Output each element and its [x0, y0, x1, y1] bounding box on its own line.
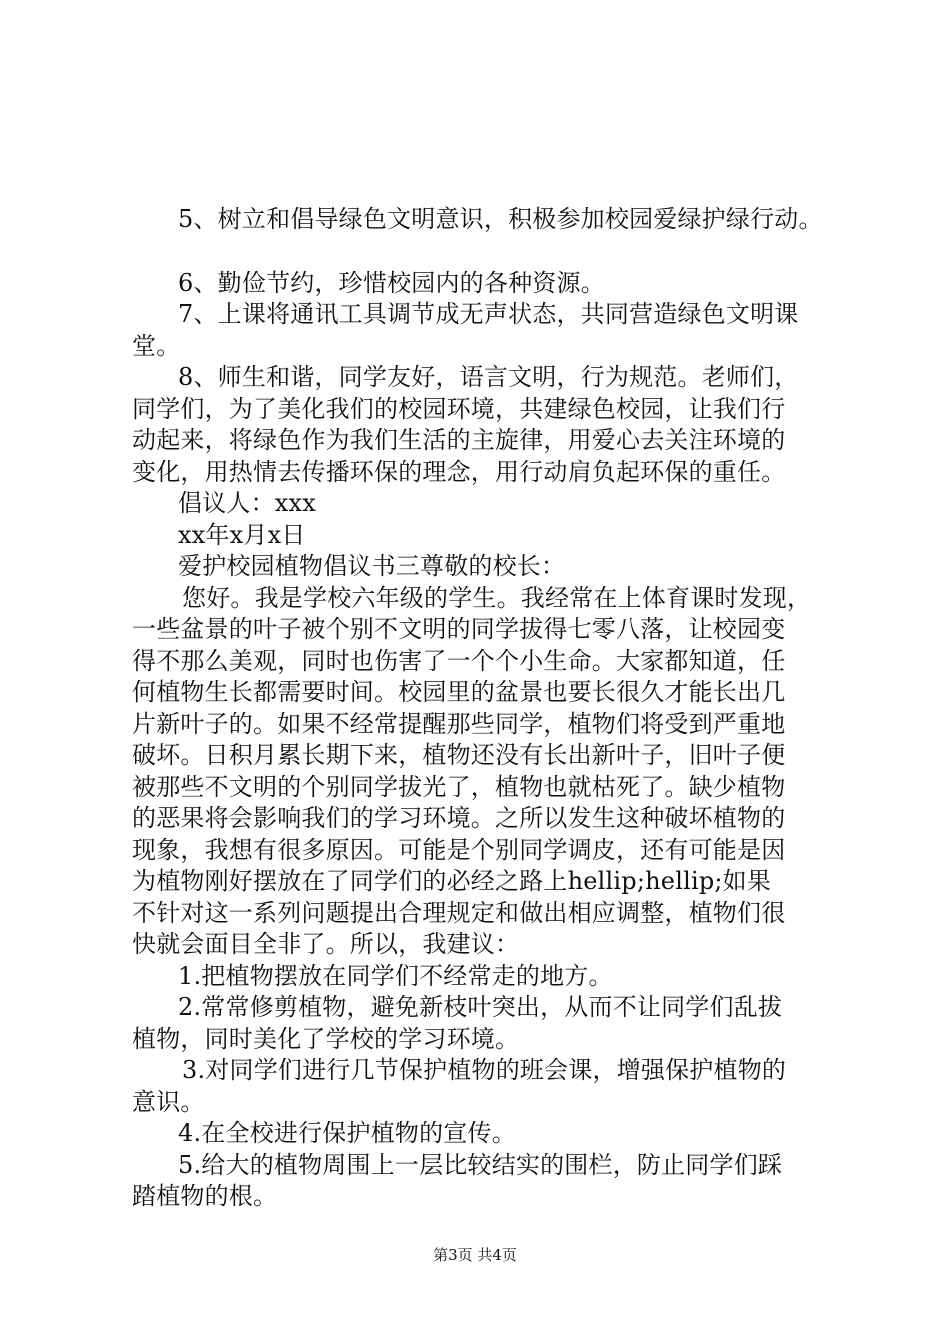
- list-item-continued: 意识。: [132, 1087, 205, 1116]
- paragraph-line: 7、上课将通讯工具调节成无声状态，共同营造绿色文明课: [178, 300, 799, 328]
- date-line: xx年x月x日: [178, 520, 306, 549]
- document-body: [132, 204, 832, 1213]
- list-item-continued: 踏植物的根。: [132, 1182, 278, 1210]
- paragraph-line: 同学们，为了美化我们的校园环境，共建绿色校园，让我们行: [132, 394, 786, 423]
- paragraph-line: 现象，我想有很多原因。可能是个别同学调皮，还有可能是因: [132, 835, 786, 864]
- paragraph-line: 6、勤俭节约，珍惜校园内的各种资源。: [178, 268, 605, 297]
- paragraph-line: 破坏。日积月累长期下来，植物还没有长出新叶子，旧叶子便: [132, 741, 786, 769]
- paragraph-line: 被那些不文明的个别同学拔光了，植物也就枯死了。缺少植物: [132, 772, 786, 801]
- list-item: 5.给大的植物周围上一层比较结实的围栏，防止同学们踩: [178, 1150, 783, 1179]
- paragraph-line: 您好。我是学校六年级的学生。我经常在上体育课时发现，: [182, 583, 812, 612]
- list-item: 3.对同学们进行几节保护植物的班会课，增强保护植物的: [182, 1056, 787, 1084]
- paragraph-line: 为植物刚好摆放在了同学们的必经之路上hellip;hellip;如果: [132, 867, 772, 895]
- list-item: 4.在全校进行保护植物的宣传。: [178, 1119, 516, 1147]
- list-item-continued: 植物，同时美化了学校的学习环境。: [132, 1024, 520, 1053]
- paragraph-line: 的恶果将会影响我们的学习环境。之所以发生这种破坏植物的: [132, 804, 786, 832]
- section-heading: 爱护校园植物倡议书三尊敬的校长：: [178, 552, 566, 580]
- paragraph-line: 8、师生和谐，同学友好，语言文明，行为规范。老师们，: [178, 363, 799, 391]
- paragraph-line: 堂。: [132, 331, 181, 360]
- paragraph-line: 一些盆景的叶子被个别不文明的同学拔得七零八落，让校园变: [132, 615, 786, 643]
- paragraph-line: 快就会面目全非了。所以，我建议：: [132, 930, 520, 958]
- page-footer: 第3页 共4页: [433, 1246, 517, 1264]
- signature-line: 倡议人：xxx: [178, 489, 317, 517]
- paragraph-line: 何植物生长都需要时间。校园里的盆景也要长很久才能长出几: [132, 678, 786, 706]
- paragraph-line: 得不那么美观，同时也伤害了一个个小生命。大家都知道，任: [132, 646, 786, 675]
- paragraph-line: 不针对这一系列问题提出合理规定和做出相应调整，植物们很: [132, 898, 786, 927]
- paragraph-line: 变化，用热情去传播环保的理念，用行动肩负起环保的重任。: [132, 457, 786, 486]
- paragraph-line: 5、树立和倡导绿色文明意识，积极参加校园爱绿护绿行动。: [178, 205, 823, 233]
- list-item: 2.常常修剪植物，避免新枝叶突出，从而不让同学们乱拔: [178, 993, 783, 1021]
- paragraph-line: 动起来，将绿色作为我们生活的主旋律，用爱心去关注环境的: [132, 426, 786, 454]
- paragraph-line: 片新叶子的。如果不经常提醒那些同学，植物们将受到严重地: [132, 709, 786, 738]
- list-item: 1.把植物摆放在同学们不经常走的地方。: [178, 961, 613, 990]
